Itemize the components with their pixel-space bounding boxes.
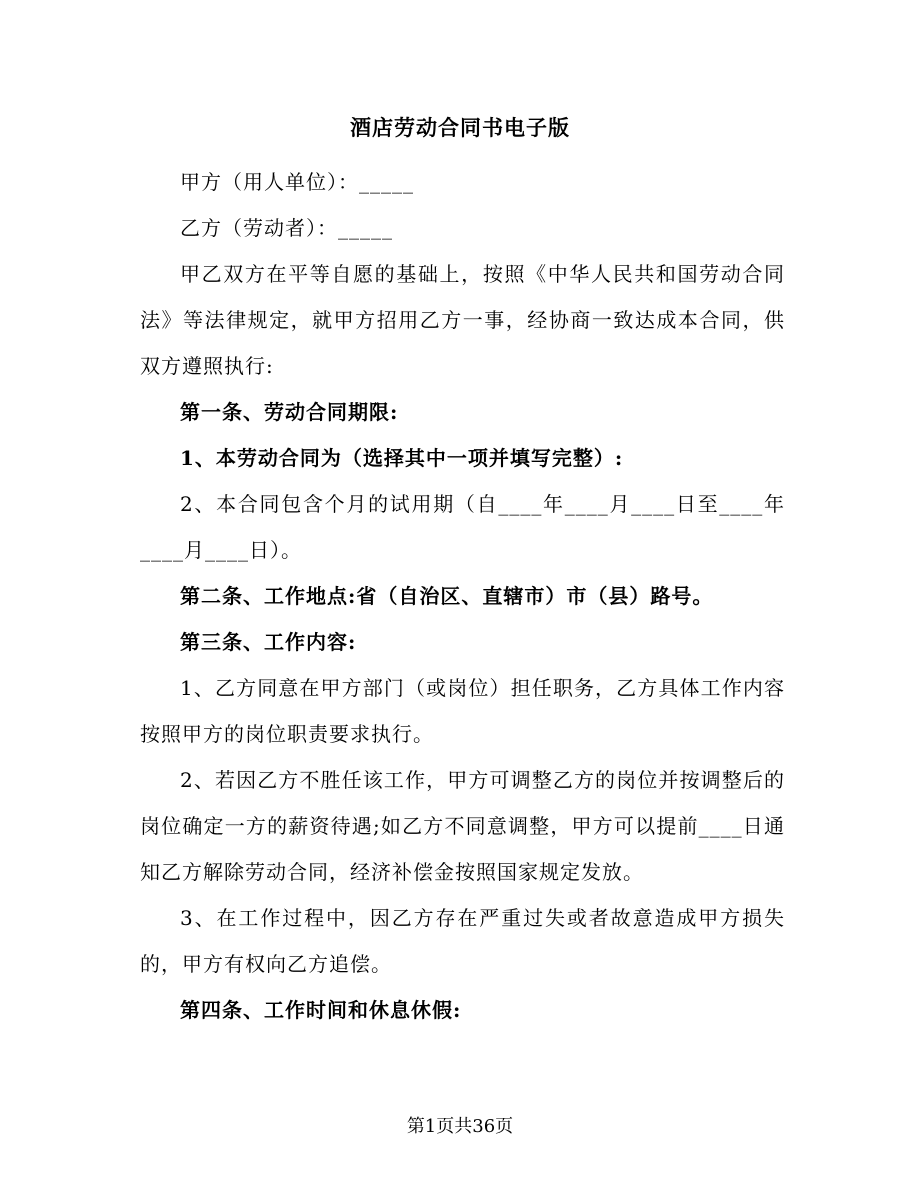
- article-3-clause-3: 3、在工作过程中，因乙方存在严重过失或者故意造成甲方损失的，甲方有权向乙方追偿。: [140, 906, 785, 976]
- document-body: [140, 159, 785, 1033]
- article-1-heading: 第一条、劳动合同期限:: [180, 400, 399, 424]
- article-3-clause-1: 1、乙方同意在甲方部门（或岗位）担任职务，乙方具体工作内容按照甲方的岗位职责要求执行。: [140, 676, 785, 746]
- party-b-line: 乙方（劳动者）：_____: [180, 216, 393, 240]
- party-a-line: 甲方（用人单位）：_____: [180, 170, 414, 194]
- article-1-clause-2: 2、本合同包含个月的试用期（自____年____月____日至____年____月____日）。: [140, 492, 785, 562]
- article-1-clause-1: 1、本劳动合同为（选择其中一项并填写完整）:: [180, 446, 624, 470]
- page-footer: 第1页共36页: [406, 1116, 514, 1137]
- article-2-heading: 第二条、工作地点:省（自治区、直辖市）市（县）路号。: [180, 584, 714, 608]
- document-title: 酒店劳动合同书电子版: [350, 115, 570, 140]
- preamble-paragraph: 甲乙双方在平等自愿的基础上，按照《中华人民共和国劳动合同法》等法律规定，就甲方招用乙方一事，经协商一致达成本合同，供双方遵照执行:: [140, 262, 785, 378]
- article-3-clause-2: 2、若因乙方不胜任该工作，甲方可调整乙方的岗位并按调整后的岗位确定一方的薪资待遇;如乙方不同意调整，甲方可以提前____日通知乙方解除劳动合同，经济补偿金按照国家规定发放。: [140, 768, 785, 884]
- article-4-heading: 第四条、工作时间和休息休假:: [180, 998, 462, 1022]
- article-3-heading: 第三条、工作内容:: [180, 630, 357, 654]
